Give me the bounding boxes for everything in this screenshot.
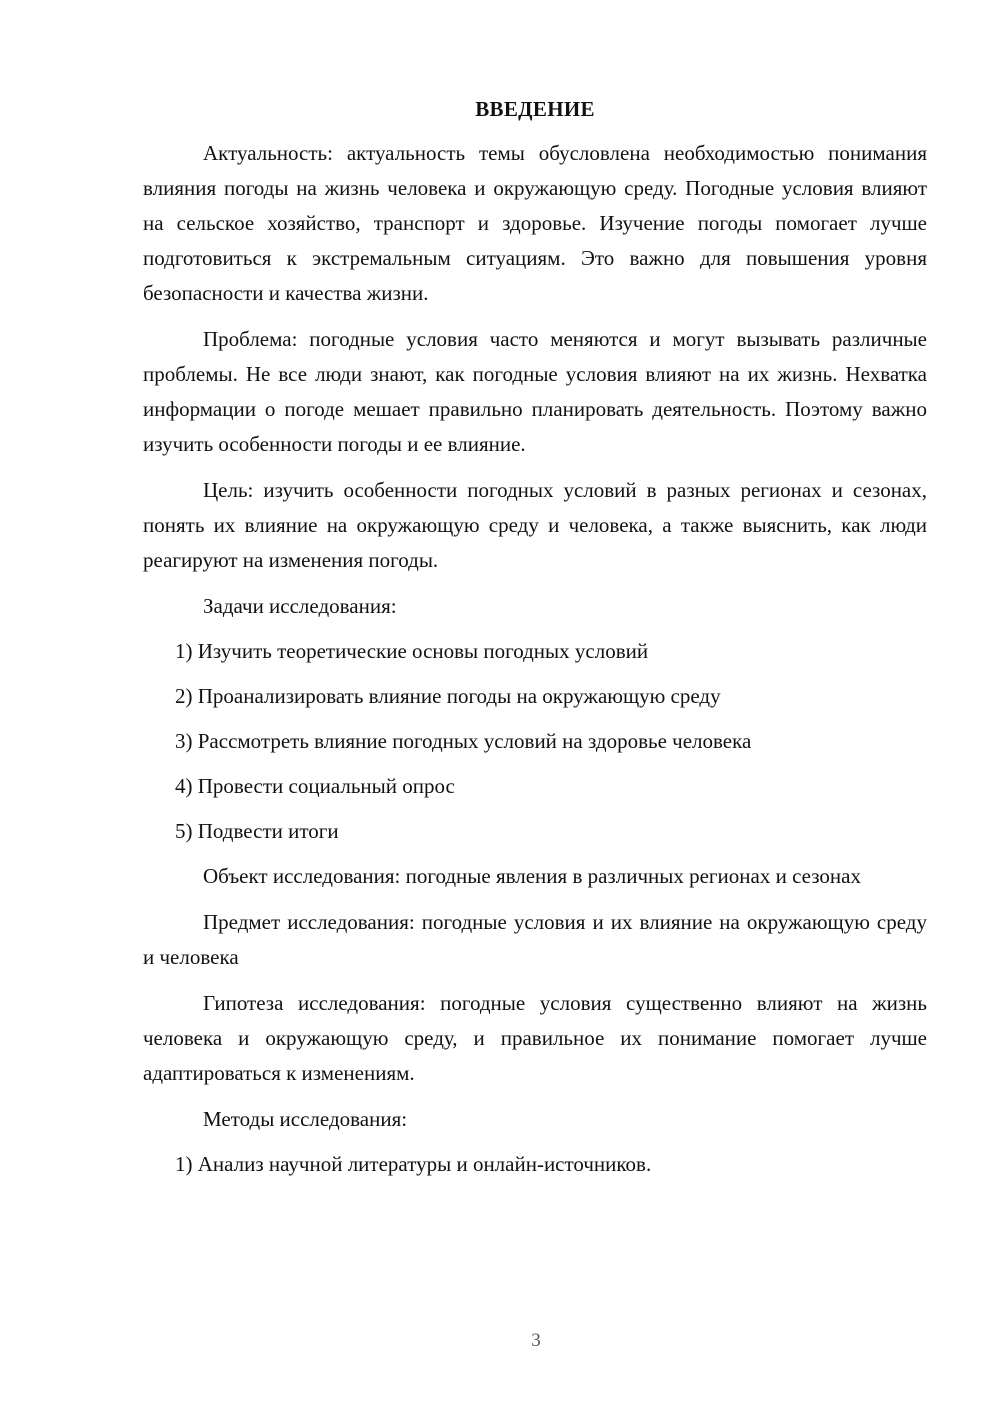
goal-paragraph: Цель: изучить особенности погодных условий в разных регионах и сезонах, понять их влияние на окружающую среду и человека, а также выяснить, как люди реагируют на изменения погоды. [143,478,927,572]
page-number: 3 [531,1330,541,1351]
section-heading: ВВЕДЕНИЕ [475,97,595,121]
list-item: 2) Проанализировать влияние погоды на окружающую среду [175,684,721,708]
problem-paragraph: Проблема: погодные условия часто меняются и могут вызывать различные проблемы. Не все люди знают, как погодные условия влияют на их жизнь. Нехватка информации о погоде мешает правильно планировать деятельность. Поэтому важно изучить особенности погоды и ее влияние. [143,327,927,456]
list-item: 5) Подвести итоги [175,819,339,843]
methods-title: Методы исследования: [203,1107,408,1131]
list-item: 1) Изучить теоретические основы погодных условий [175,639,649,663]
object-paragraph: Объект исследования: погодные явления в различных регионах и сезонах [203,864,861,888]
list-item: 4) Провести социальный опрос [175,774,455,798]
methods-list [143,1147,927,1182]
document-page [143,94,927,1192]
subject-paragraph: Предмет исследования: погодные условия и их влияние на окружающую среду и человека [143,910,927,969]
tasks-list [143,634,927,849]
hypothesis-paragraph: Гипотеза исследования: погодные условия существенно влияют на жизнь человека и окружающую среду, и правильное их понимание помогает лучше адаптироваться к изменениям. [143,991,927,1085]
list-item: 3) Рассмотреть влияние погодных условий на здоровье человека [175,729,752,753]
relevance-paragraph: Актуальность: актуальность темы обусловлена необходимостью понимания влияния погоды на жизнь человека и окружающую среду. Погодные условия влияют на сельское хозяйство, транспорт и здоровье. Изучение погоды помогает лучше подготовиться к экстремальным ситуациям. Это важно для повышения уровня безопасности и качества жизни. [143,141,927,305]
tasks-title: Задачи исследования: [203,594,397,618]
list-item: 1) Анализ научной литературы и онлайн-источников. [175,1152,652,1176]
